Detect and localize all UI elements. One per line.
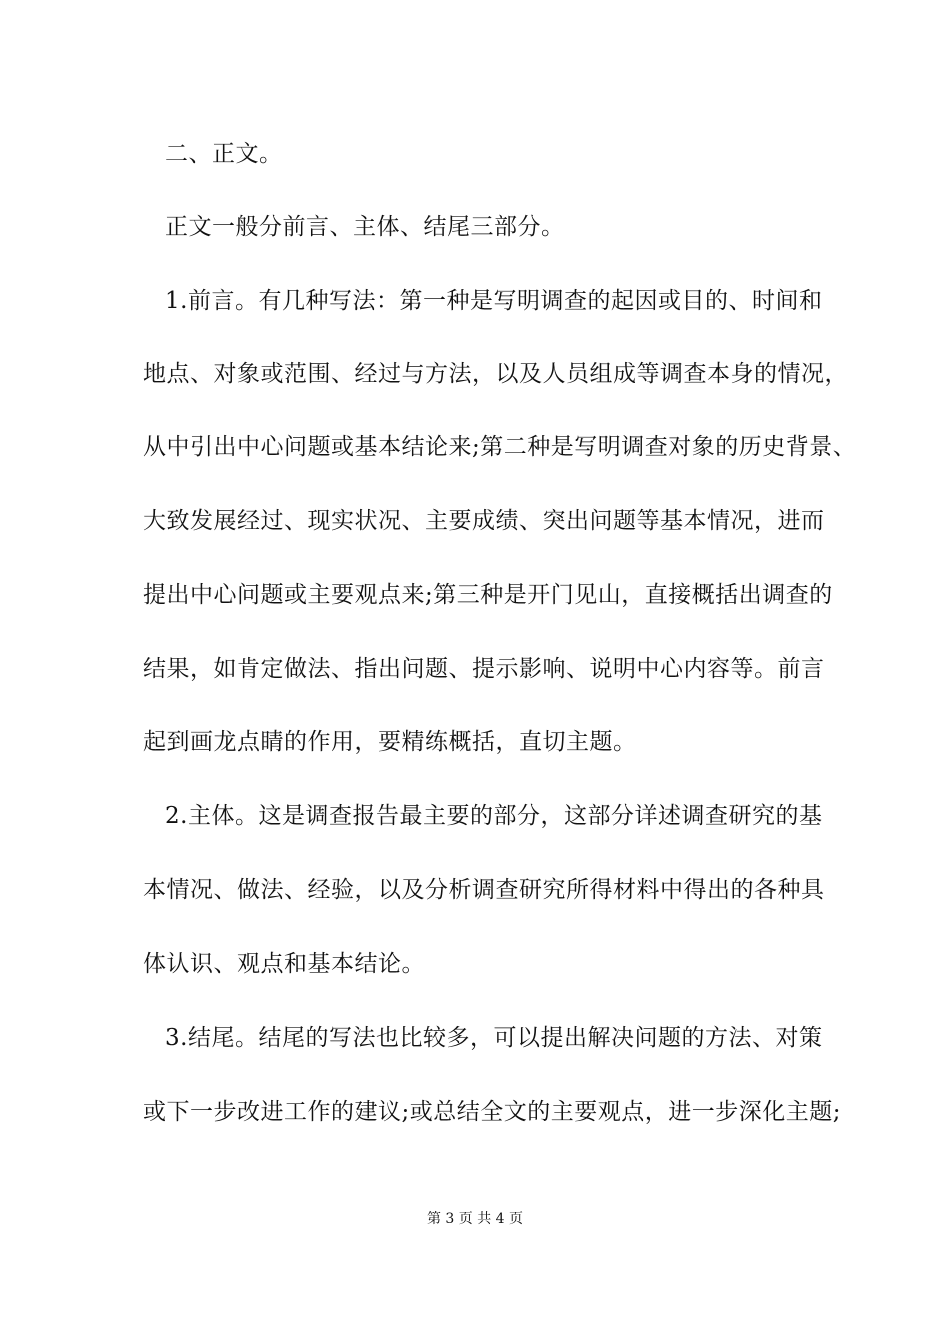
paragraph-line: 正文一般分前言、主体、结尾三部分。 <box>165 214 565 240</box>
paragraph-line: 提出中心问题或主要观点来;第三种是开门见山，直接概括出调查的 <box>143 582 833 608</box>
paragraph-line: 本情况、做法、经验，以及分析调查研究所得材料中得出的各种具 <box>143 877 825 903</box>
paragraph-line: 体认识、观点和基本结论。 <box>143 951 425 977</box>
paragraph-line: 地点、对象或范围、经过与方法，以及人员组成等调查本身的情况， <box>143 361 848 387</box>
paragraph-line: 3.结尾。结尾的写法也比较多，可以提出解决问题的方法、对策 <box>165 1025 823 1051</box>
paragraph-line: 1.前言。有几种写法：第一种是写明调查的起因或目的、时间和 <box>165 288 823 314</box>
paragraph-line: 大致发展经过、现实状况、主要成绩、突出问题等基本情况，进而 <box>143 508 825 534</box>
paragraph-line: 从中引出中心问题或基本结论来;第二种是写明调查对象的历史背景、 <box>143 434 857 460</box>
paragraph-line: 起到画龙点睛的作用，要精练概括，直切主题。 <box>143 729 637 755</box>
page-number-footer: 第 3 页 共 4 页 <box>426 1211 524 1227</box>
paragraph-line: 或下一步改进工作的建议;或总结全文的主要观点，进一步深化主题; <box>143 1099 841 1125</box>
paragraph-line: 结果，如肯定做法、指出问题、提示影响、说明中心内容等。前言 <box>143 656 825 682</box>
section-heading: 二、正文。 <box>165 141 283 167</box>
paragraph-line: 2.主体。这是调查报告最主要的部分，这部分详述调查研究的基 <box>165 803 823 829</box>
